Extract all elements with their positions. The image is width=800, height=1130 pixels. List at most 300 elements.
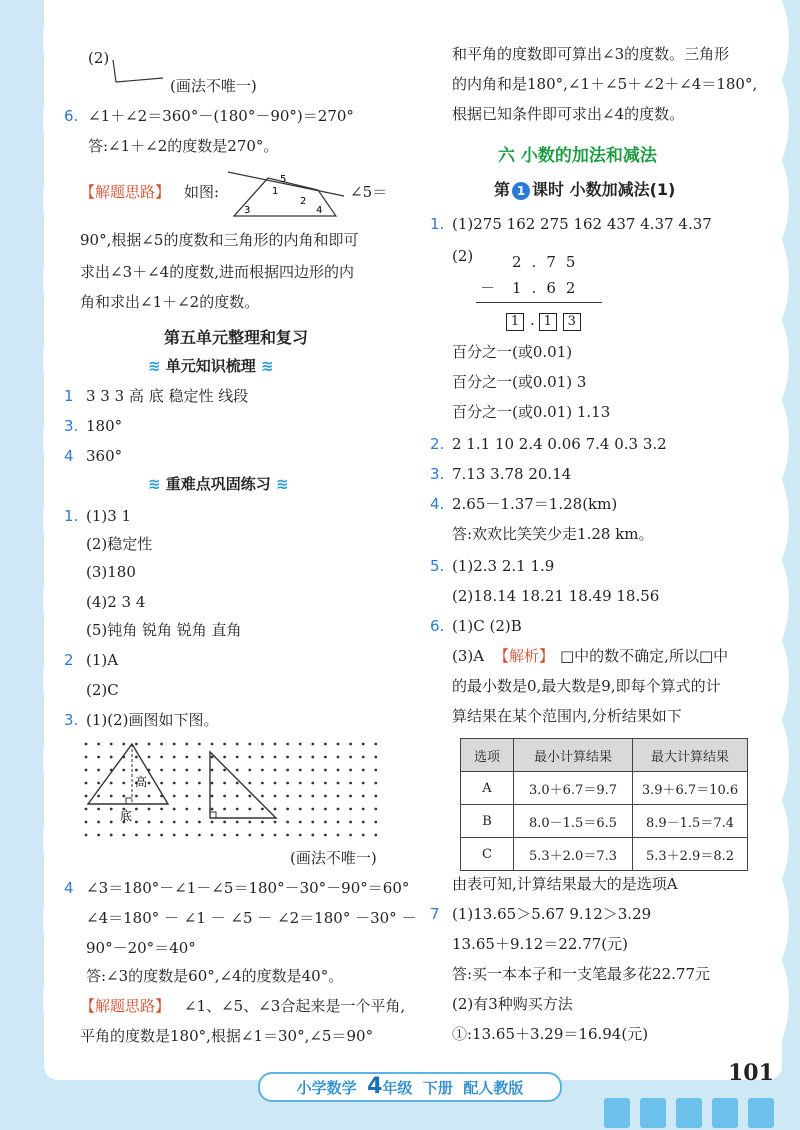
- question-number: 3.: [64, 711, 79, 729]
- grid-dot: [248, 756, 251, 759]
- answer-line: (1)3 1: [86, 507, 132, 525]
- grid-dot: [274, 782, 277, 785]
- grid-dot: [135, 756, 138, 759]
- grid-dot: [274, 808, 277, 811]
- grid-dot: [173, 756, 176, 759]
- table-cell: 8.9－1.5＝7.4: [633, 805, 748, 838]
- grid-dot: [324, 782, 327, 785]
- table-cell: B: [461, 805, 514, 838]
- table-header: 选项: [461, 739, 514, 772]
- table-cell: C: [461, 838, 514, 871]
- grid-dot: [135, 821, 138, 824]
- grid-dot: [248, 795, 251, 798]
- grid-dot: [160, 834, 163, 837]
- table-header: 最大计算结果: [633, 739, 748, 772]
- grid-dot: [274, 756, 277, 759]
- grid-dot: [85, 782, 88, 785]
- dot-grid-figure: [80, 738, 390, 842]
- grid-dot: [198, 769, 201, 772]
- grid-dot: [173, 834, 176, 837]
- grid-dot: [185, 756, 188, 759]
- grid-dot: [374, 782, 377, 785]
- equation-line: ∠1＋∠2＝360°－(180°－90°)＝270°: [88, 107, 354, 125]
- grid-dot: [198, 821, 201, 824]
- answer-line: (1)2.3 2.1 1.9: [452, 557, 555, 575]
- difference-boxes: 1 . 1 3: [506, 310, 587, 331]
- grid-dot: [236, 795, 239, 798]
- answer-line: 百分之一(或0.01) 1.13: [452, 403, 611, 421]
- equation-line: ①:13.65＋3.29＝16.94(元): [452, 1025, 649, 1043]
- tip-text: 根据已知条件即可求出∠4的度数。: [452, 105, 685, 123]
- grid-dot: [160, 782, 163, 785]
- grid-dot: [324, 808, 327, 811]
- grid-dot: [236, 782, 239, 785]
- grid-dot: [349, 756, 352, 759]
- table-header: 最小计算结果: [514, 739, 633, 772]
- tip-text: ∠1、∠5、∠3合起来是一个平角,: [184, 997, 406, 1015]
- grid-dot: [374, 743, 377, 746]
- grid-dot: [274, 795, 277, 798]
- grid-dot: [248, 808, 251, 811]
- answer-line: (5)钝角 锐角 锐角 直角: [86, 621, 242, 639]
- right-wavy-border: [770, 0, 800, 1080]
- subtrahend: 1.62: [512, 279, 586, 297]
- grid-dot: [374, 795, 377, 798]
- grid-dot: [148, 743, 151, 746]
- grid-dot: [236, 821, 239, 824]
- figure-label: 1: [272, 186, 279, 197]
- tip-label: 【解题思路】: [80, 997, 171, 1015]
- minus-sign: －: [480, 279, 496, 297]
- tip-label: 【解题思路】: [80, 183, 171, 201]
- answer-line: (2)18.14 18.21 18.49 18.56: [452, 587, 660, 605]
- chapter-title: 六 小数的加法和减法: [498, 146, 657, 166]
- tip-text: 和平角的度数即可算出∠3的度数。三角形: [452, 45, 730, 63]
- grid-dot: [274, 743, 277, 746]
- grid-dot: [337, 821, 340, 824]
- tip-text: 如图:: [184, 183, 220, 201]
- figure-label: 3: [244, 205, 251, 216]
- grid-dot: [261, 743, 264, 746]
- grid-dot: [337, 782, 340, 785]
- grid-dot: [110, 743, 113, 746]
- grid-dot: [349, 782, 352, 785]
- grid-dot: [110, 834, 113, 837]
- grid-dot: [362, 756, 365, 759]
- answer-line: (1)275 162 275 162 437 4.37 4.37: [452, 215, 712, 233]
- question-number: 1: [64, 387, 74, 405]
- grid-dot: [299, 821, 302, 824]
- grid-dot: [185, 769, 188, 772]
- grid-dot: [274, 834, 277, 837]
- grid-dot: [337, 756, 340, 759]
- answer-line: (3)A: [452, 647, 485, 665]
- table-cell: A: [461, 772, 514, 805]
- question-number: 3.: [64, 417, 79, 435]
- table-row: [461, 805, 748, 838]
- table-cell: 8.0－1.5＝6.5: [514, 805, 633, 838]
- grid-dot: [299, 808, 302, 811]
- grid-dot: [324, 834, 327, 837]
- answer-line: 360°: [86, 447, 123, 465]
- grid-dot: [311, 834, 314, 837]
- answer-line: (2): [88, 49, 110, 67]
- grid-dot: [261, 756, 264, 759]
- grid-dot: [236, 756, 239, 759]
- table-cell: 3.0＋6.7＝9.7: [514, 772, 633, 805]
- tip-text: □中的数不确定,所以□中: [560, 647, 729, 665]
- decorative-bar: [748, 1098, 774, 1128]
- grid-dot: [211, 769, 214, 772]
- grid-dot: [362, 769, 365, 772]
- grid-dot: [337, 795, 340, 798]
- answer-line: (2)有3种购买方法: [452, 995, 573, 1013]
- grid-dot: [85, 756, 88, 759]
- tip-text: 算结果在某个范围内,分析结果如下: [452, 707, 682, 725]
- grid-dot: [374, 808, 377, 811]
- grid-dot: [185, 808, 188, 811]
- grid-dot: [148, 834, 151, 837]
- grid-dot: [97, 821, 100, 824]
- tip-label: 【解析】: [494, 647, 555, 665]
- answer-line: 百分之一(或0.01): [452, 343, 573, 361]
- answer-line: (2)稳定性: [86, 535, 153, 553]
- grid-dot: [110, 756, 113, 759]
- grid-dot: [198, 834, 201, 837]
- decorative-bar: [712, 1098, 738, 1128]
- grid-dot: [236, 743, 239, 746]
- answer-line: (3)180: [86, 563, 136, 581]
- section-heading: ≋ 重难点巩固练习 ≋: [148, 475, 289, 493]
- grid-dot: [299, 834, 302, 837]
- figure-label: 4: [316, 205, 323, 216]
- grid-dot: [324, 821, 327, 824]
- section-heading: ≋ 单元知识梳理 ≋: [148, 357, 274, 375]
- conclusion-line: 由表可知,计算结果最大的是选项A: [452, 875, 678, 893]
- grid-dot: [97, 782, 100, 785]
- question-number: 4: [64, 447, 74, 465]
- grid-dot: [261, 795, 264, 798]
- answer-line: 答:买一本本子和一支笔最多花22.77元: [452, 965, 710, 983]
- grid-dot: [248, 769, 251, 772]
- grid-dot: [160, 756, 163, 759]
- grid-dot: [110, 808, 113, 811]
- question-number: 4.: [430, 495, 445, 513]
- question-number: 4: [64, 879, 74, 897]
- grid-dot: [261, 782, 264, 785]
- answer-line: 百分之一(或0.01) 3: [452, 373, 587, 391]
- question-number: 5.: [430, 557, 445, 575]
- drawing-note: (画法不唯一): [170, 77, 257, 95]
- tip-text: 90°,根据∠5的度数和三角形的内角和即可: [80, 231, 359, 249]
- grid-dot: [299, 756, 302, 759]
- grid-dot: [122, 795, 125, 798]
- equation-line: 2.65－1.37＝1.28(km): [452, 495, 618, 513]
- grid-dot: [223, 795, 226, 798]
- grid-dot: [85, 808, 88, 811]
- question-number: 3.: [430, 465, 445, 483]
- grid-dot: [173, 821, 176, 824]
- grid-dot: [223, 756, 226, 759]
- grid-dot: [198, 743, 201, 746]
- answer-line: 7.13 3.78 20.14: [452, 465, 572, 483]
- grid-dot: [135, 769, 138, 772]
- table-cell: 5.3＋2.9＝8.2: [633, 838, 748, 871]
- grid-dot: [211, 756, 214, 759]
- minuend: 2.75: [512, 253, 586, 271]
- grid-dot: [135, 743, 138, 746]
- grid-dot: [286, 769, 289, 772]
- grid-dot: [274, 821, 277, 824]
- grid-dot: [160, 821, 163, 824]
- left-wavy-border: [32, 0, 62, 1080]
- vertical-subtraction: [476, 248, 606, 334]
- answer-line: 答:∠1＋∠2的度数是270°。: [88, 137, 279, 155]
- grid-dot: [362, 808, 365, 811]
- grid-dot: [248, 782, 251, 785]
- grid-dot: [160, 808, 163, 811]
- grid-dot: [324, 769, 327, 772]
- grid-dot: [324, 795, 327, 798]
- question-number: 7: [430, 905, 440, 923]
- answer-line: 2 1.1 10 2.4 0.06 7.4 0.3 3.2: [452, 435, 667, 453]
- page-number: 101: [728, 1060, 774, 1086]
- grid-dot: [85, 795, 88, 798]
- grid-dot: [223, 821, 226, 824]
- answer-line: 答:欢欢比笑笑少走1.28 km。: [452, 525, 654, 543]
- grid-dot: [311, 782, 314, 785]
- grid-dot: [122, 769, 125, 772]
- grid-dot: [286, 808, 289, 811]
- answer-line: (4)2 3 4: [86, 593, 146, 611]
- grid-dot: [160, 743, 163, 746]
- grid-dot: [211, 782, 214, 785]
- question-number: 2: [64, 651, 74, 669]
- grid-dot: [223, 769, 226, 772]
- grid-dot: [349, 821, 352, 824]
- grid-dot: [286, 743, 289, 746]
- grid-dot: [349, 769, 352, 772]
- tip-text: 的内角和是180°,∠1＋∠5＋∠2＋∠4＝180°,: [452, 75, 758, 93]
- grid-dot: [198, 808, 201, 811]
- grid-dot: [97, 808, 100, 811]
- grid-dot: [337, 834, 340, 837]
- grid-dot: [248, 743, 251, 746]
- grid-dot: [362, 834, 365, 837]
- angle-sketch: [108, 60, 168, 90]
- grid-dot: [135, 795, 138, 798]
- equation-line: ∠3＝180°－∠1－∠5＝180°－30°－90°＝60°: [86, 879, 410, 897]
- drawing-note: (画法不唯一): [290, 849, 377, 867]
- grid-dot: [374, 756, 377, 759]
- grid-dot: [311, 795, 314, 798]
- grid-dot: [324, 756, 327, 759]
- grid-dot: [311, 808, 314, 811]
- answer-line: (1)13.65＞5.67 9.12＞3.29: [452, 905, 652, 923]
- grid-dot: [148, 795, 151, 798]
- grid-dot: [173, 808, 176, 811]
- decorative-bar: [604, 1098, 630, 1128]
- grid-dot: [324, 743, 327, 746]
- grid-dot: [198, 782, 201, 785]
- figure-label: 5: [280, 174, 287, 185]
- question-number: 2.: [430, 435, 445, 453]
- answer-line: (1)C (2)B: [452, 617, 522, 635]
- grid-dot: [236, 769, 239, 772]
- question-number: 6.: [430, 617, 445, 635]
- tip-text: ∠5＝: [350, 183, 388, 201]
- book-footer-badge: 小学数学 4年级 下册 配人教版: [258, 1072, 562, 1102]
- grid-dot: [148, 756, 151, 759]
- equation-line: 90°－20°＝40°: [86, 939, 196, 957]
- grid-dot: [337, 808, 340, 811]
- grid-dot: [97, 769, 100, 772]
- answer-line: (2): [452, 247, 474, 265]
- grid-dot: [286, 821, 289, 824]
- tip-text: 的最小数是0,最大数是9,即每个算式的计: [452, 677, 721, 695]
- grid-dot: [173, 795, 176, 798]
- grid-dot: [236, 834, 239, 837]
- grid-dot: [211, 808, 214, 811]
- grid-dot: [173, 782, 176, 785]
- grid-dot: [97, 756, 100, 759]
- grid-dot: [286, 756, 289, 759]
- grid-dot: [148, 821, 151, 824]
- grid-dot: [122, 834, 125, 837]
- grid-dot: [198, 756, 201, 759]
- grid-dot: [122, 782, 125, 785]
- grid-dot: [160, 769, 163, 772]
- equation-line: 13.65＋9.12＝22.77(元): [452, 935, 628, 953]
- grid-dot: [85, 821, 88, 824]
- grid-dot: [85, 769, 88, 772]
- table-cell: 3.9＋6.7＝10.6: [633, 772, 748, 805]
- results-table: [460, 738, 748, 871]
- grid-dot: [85, 743, 88, 746]
- grid-dot: [349, 795, 352, 798]
- grid-dot: [337, 769, 340, 772]
- grid-dot: [362, 795, 365, 798]
- figure-label: 2: [300, 196, 307, 207]
- grid-dot: [261, 769, 264, 772]
- grid-dot: [211, 834, 214, 837]
- grid-dot: [110, 782, 113, 785]
- table-row: [461, 838, 748, 871]
- grid-dot: [311, 821, 314, 824]
- grid-dot: [311, 743, 314, 746]
- grid-dot: [311, 769, 314, 772]
- grid-dot: [299, 795, 302, 798]
- height-label: 高: [135, 775, 148, 789]
- decorative-bar: [676, 1098, 702, 1128]
- grid-dot: [173, 769, 176, 772]
- lesson-title: 第 1 课时 小数加减法(1): [494, 180, 676, 199]
- grid-dot: [223, 782, 226, 785]
- grid-dot: [185, 743, 188, 746]
- grid-dot: [248, 834, 251, 837]
- answer-line: 3 3 3 高 底 稳定性 线段: [86, 387, 249, 405]
- grid-dot: [185, 821, 188, 824]
- grid-dot: [110, 795, 113, 798]
- grid-dot: [374, 769, 377, 772]
- grid-dot: [211, 795, 214, 798]
- grid-dot: [198, 795, 201, 798]
- grid-dot: [349, 743, 352, 746]
- grid-dot: [223, 743, 226, 746]
- grid-dot: [374, 821, 377, 824]
- decorative-bar: [640, 1098, 666, 1128]
- table-header-row: [461, 739, 748, 772]
- grid-dot: [299, 782, 302, 785]
- question-number: 1.: [430, 215, 445, 233]
- grid-dot: [261, 834, 264, 837]
- grid-dot: [349, 834, 352, 837]
- grid-dot: [299, 743, 302, 746]
- grid-dot: [185, 782, 188, 785]
- grid-dot: [97, 795, 100, 798]
- answer-line: (1)A: [86, 651, 119, 669]
- grid-dot: [261, 821, 264, 824]
- question-number: 1.: [64, 507, 79, 525]
- unit-title: 第五单元整理和复习: [164, 328, 309, 347]
- grid-dot: [185, 834, 188, 837]
- answer-line: (2)C: [86, 681, 119, 699]
- grid-dot: [211, 743, 214, 746]
- grid-dot: [97, 834, 100, 837]
- quadrilateral-figure: [226, 168, 346, 220]
- tip-text: 角和求出∠1＋∠2的度数。: [80, 293, 260, 311]
- grid-dot: [148, 808, 151, 811]
- grid-dot: [85, 834, 88, 837]
- grid-dot: [110, 821, 113, 824]
- grid-dot: [185, 795, 188, 798]
- equation-line: ∠4＝180° － ∠1 － ∠5 － ∠2＝180° －30° －: [86, 909, 417, 927]
- grid-dot: [349, 808, 352, 811]
- grid-dot: [261, 808, 264, 811]
- grid-dot: [286, 795, 289, 798]
- table-cell: 5.3＋2.0＝7.3: [514, 838, 633, 871]
- tip-text: 求出∠3＋∠4的度数,进而根据四边形的内: [80, 263, 354, 281]
- grid-dot: [223, 808, 226, 811]
- grid-dot: [135, 834, 138, 837]
- question-number: 6.: [64, 107, 79, 125]
- grid-dot: [236, 808, 239, 811]
- tip-text: 平角的度数是180°,根据∠1＝30°,∠5＝90°: [80, 1027, 374, 1045]
- grid-dot: [97, 743, 100, 746]
- grid-dot: [211, 821, 214, 824]
- grid-dot: [148, 782, 151, 785]
- grid-dot: [337, 743, 340, 746]
- grid-dot: [362, 743, 365, 746]
- grid-dot: [173, 743, 176, 746]
- grid-dot: [311, 756, 314, 759]
- grid-dot: [374, 834, 377, 837]
- grid-dot: [135, 808, 138, 811]
- base-label: 底: [120, 809, 133, 823]
- grid-dot: [299, 769, 302, 772]
- answer-line: (1)(2)画图如下图。: [86, 711, 219, 729]
- table-row: [461, 772, 748, 805]
- grid-dot: [286, 782, 289, 785]
- grid-dot: [223, 834, 226, 837]
- answer-line: 答:∠3的度数是60°,∠4的度数是40°。: [86, 967, 344, 985]
- grid-dot: [248, 821, 251, 824]
- grid-dot: [362, 821, 365, 824]
- grid-dot: [122, 743, 125, 746]
- grid-dot: [362, 782, 365, 785]
- grid-dot: [274, 769, 277, 772]
- grid-dot: [286, 834, 289, 837]
